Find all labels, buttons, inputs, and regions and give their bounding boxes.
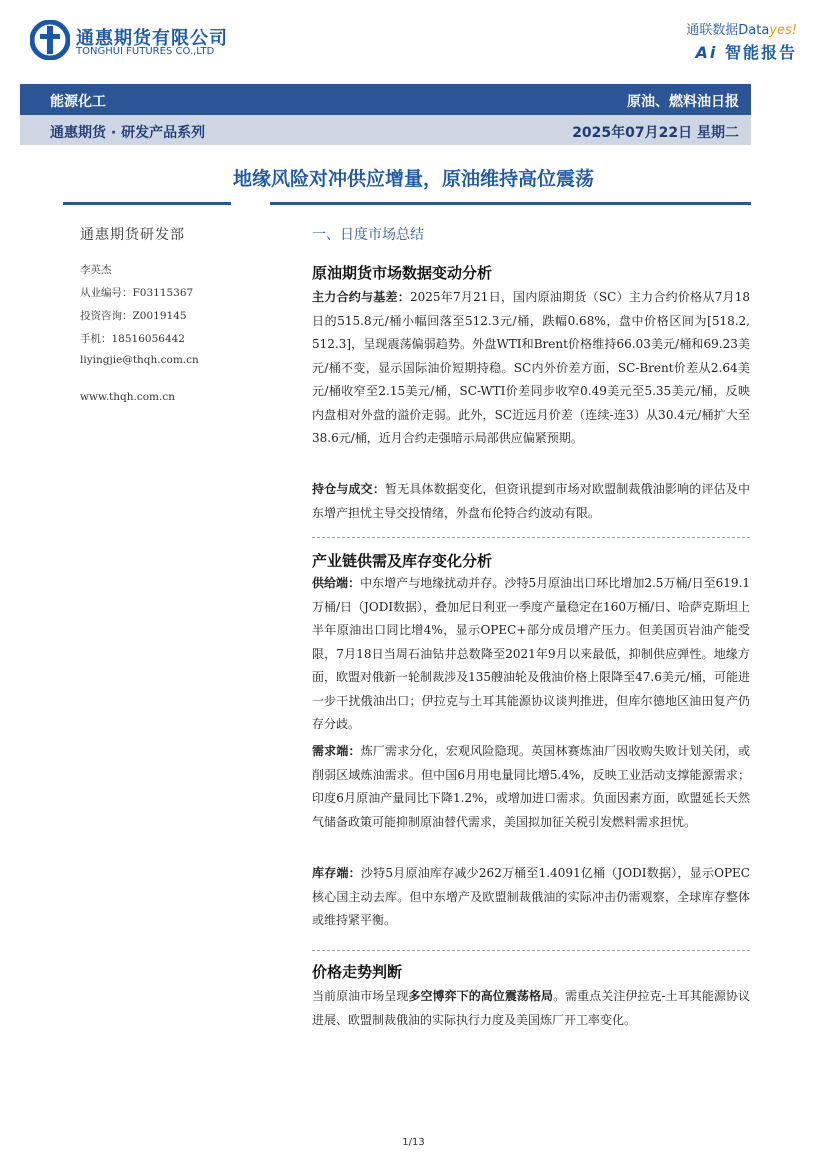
series-banner: [20, 115, 751, 145]
price-outlook-heading: 价格走势判断: [312, 963, 403, 981]
main-contract-paragraph: 主力合约与基差：2025年7月21日，国内原油期货（SC）主力合约价格从7月18日的515.8元/桶小幅回落至512.3元/桶，跌幅0.68%，盘中价格区间为[518.2, 512.3]，呈现震荡偏弱趋势。外盘WTI和Brent价格维持66.03美元/桶和69.23美元/桶不变，显示国际油价短期持稳。SC内外价差方面，SC-Brent价差从2.64美元/桶收窄至2.15美元/桶，SC-WTI价差同步收窄0.49美元至5.35美元/桶，反映内盘相对外盘的溢价走弱。此外，SC近远月价差（连续-连3）从30.4元/桶扩大至38.6元/桶，近月合约走强暗示局部供应偏紧预期。: [312, 290, 750, 445]
title-divider-left: [63, 202, 231, 205]
inventory-paragraph: 库存端：沙特5月原油库存减少262万桶至1.4091亿桶（JODI数据），显示OPEC核心国主动去库。但中东增产及欧盟制裁俄油的实际冲击仍需观察，全球库存整体或维持紧平衡。: [312, 866, 750, 927]
email-link[interactable]: liyingjie@thqh.com.cn: [80, 354, 199, 366]
research-dept: 通惠期货研发部: [80, 227, 185, 243]
title-divider-right: [270, 202, 751, 205]
consult-number: 投资咨询：Z0019145: [80, 310, 187, 322]
supply-paragraph: 供给端：中东增产与地缘扰动并存。沙特5月原油出口环比增加2.5万桶/日至619.1万桶/日（JODI数据），叠加尼日利亚一季度产量稳定在160万桶/日、哈萨克斯坦上半年原油出口同比增4%，显示OPEC+部分成员增产压力。但美国页岩油产能受限，7月18日当周石油钻井总数降至2021年9月以来最低，抑制供应弹性。地缘方面，欧盟对俄新一轮制裁涉及135艘油轮及俄油价格上限降至47.6美元/桶，可能进一步干扰俄油出口；伊拉克与土耳其能源协议谈判推进，但库尔德地区油田复产仍存分歧。: [312, 576, 751, 731]
author-name: 李英杰: [80, 264, 112, 276]
supply-chain-heading: 产业链供需及库存变化分析: [312, 552, 493, 570]
series-label: 通惠期货 · 研发产品系列: [50, 125, 206, 141]
position-paragraph: 持仓与成交：暂无具体数据变化，但资讯提到市场对欧盟制裁俄油影响的评估及中东增产担忧主导交投情绪，外盘布伦特合约波动有限。: [312, 482, 750, 520]
company-name-cn: 通惠期货有限公司: [76, 28, 228, 49]
website-link[interactable]: www.thqh.com.cn: [80, 391, 175, 403]
company-logo-icon: [30, 20, 70, 60]
report-type-label: 原油、燃料油日报: [627, 94, 739, 110]
report-date: 2025年07月22日 星期二: [572, 125, 739, 141]
futures-analysis-heading: 原油期货市场数据变动分析: [312, 264, 493, 282]
section-separator: [312, 537, 750, 538]
section-heading: 一、日度市场总结: [312, 227, 424, 243]
datayes-logo: 通联数据Datayes!: [686, 23, 797, 38]
phone-number: 手机：18516056442: [80, 333, 185, 345]
section-separator: [312, 950, 750, 951]
demand-paragraph: 需求端：炼厂需求分化，宏观风险隐现。英国林赛炼油厂因收购失败计划关闭，或削弱区域炼油需求。但中国6月用电量同比增5.4%，反映工业活动支撑能源需求；印度6月原油产量同比下降1.2%，或增加进口需求。负面因素方面，欧盟延长天然气储备政策可能抑制原油替代需求，美国拟加征关税引发燃料需求担忧。: [312, 744, 750, 829]
license-number: 从业编号：F03115367: [80, 287, 194, 299]
ai-report-logo: Ai 智能报告: [695, 43, 797, 62]
sector-banner: [20, 84, 751, 115]
price-paragraph: 当前原油市场呈现多空博弈下的高位震荡格局。需重点关注伊拉克-土耳其能源协议进展、欧盟制裁俄油的实际执行力度及美国炼厂开工率变化。: [312, 989, 750, 1027]
report-title: 地缘风险对冲供应增量，原油维持高位震荡: [232, 168, 594, 190]
sector-label: 能源化工: [50, 94, 106, 110]
company-name-en: TONGHUI FUTURES CO.,LTD: [76, 46, 215, 57]
page-number: 1/13: [402, 1137, 425, 1148]
